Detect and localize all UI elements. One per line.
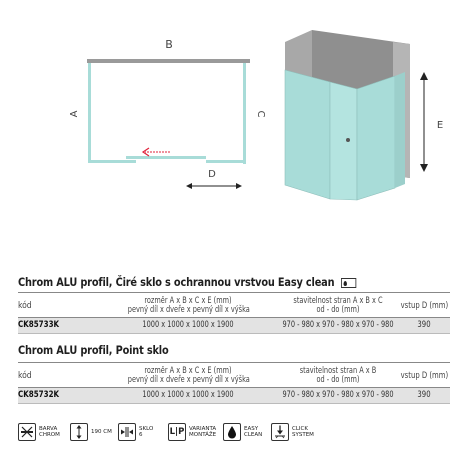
- product-code: CK85732K: [18, 390, 60, 400]
- legend-easy-line1: EASY: [244, 426, 259, 432]
- dimension-label-b: B: [165, 38, 173, 51]
- product-code: CK85733K: [18, 320, 60, 330]
- color-chrome-icon: [18, 423, 36, 441]
- legend-easy-line2: CLEAN: [244, 432, 263, 438]
- legend-click-line2: SYSTEM: [292, 432, 314, 438]
- dimension-label-d: D: [208, 169, 216, 180]
- header-adj-line1: stavitelnost stran A x B x C: [293, 296, 383, 306]
- product-entry: 390: [417, 390, 431, 400]
- variant-lr-glyph: L|P: [169, 427, 185, 437]
- easy-clean-drop-icon: [223, 423, 241, 441]
- header-adj-line2: od - do (mm): [316, 305, 360, 315]
- glass-side-panel: [395, 72, 405, 188]
- dimension-label-c: C: [255, 110, 266, 118]
- section-title-easy-clean: [18, 275, 356, 289]
- plan-back-wall: [87, 59, 250, 63]
- plan-front-right-glass: [206, 160, 246, 163]
- glass-door: [330, 82, 357, 200]
- legend-glass-line2: 6: [139, 432, 143, 438]
- header-size-line1: rozměr A x B x C x E (mm): [144, 366, 232, 376]
- section-title-text: Chrom ALU profil, Point sklo: [18, 343, 169, 357]
- product-entry: 390: [417, 320, 431, 330]
- legend-color-line1: BARVA: [39, 426, 58, 432]
- easy-clean-badge-icon: [341, 278, 356, 288]
- glass-left-panel: [285, 70, 330, 199]
- table-header: [18, 362, 450, 388]
- header-size-line2: pevný díl x dveře x pevný díl x výška: [127, 305, 250, 315]
- legend-color-line2: CHROM: [39, 432, 60, 438]
- legend-height-text: 190 CM: [91, 429, 112, 435]
- product-adjustment: 970 - 980 x 970 - 980 x 970 - 980: [282, 320, 394, 330]
- section-title-text: Chrom ALU profil, Čiré sklo s ochrannou vrstvou Easy clean: [18, 275, 335, 289]
- header-size-line2: pevný díl x dveře x pevný díl x výška: [127, 375, 250, 385]
- header-adj-line1: stavitelnost stran A x B: [299, 366, 377, 376]
- header-entry: vstup D (mm): [400, 371, 449, 381]
- dimension-label-a: A: [69, 110, 80, 118]
- product-adjustment: 970 - 980 x 970 - 980 x 970 - 980: [282, 390, 394, 400]
- door-handle: [346, 138, 350, 142]
- glass-thickness-icon: [118, 423, 136, 441]
- header-code: kód: [18, 371, 32, 381]
- section-title-point-glass: [18, 343, 169, 357]
- header-entry: vstup D (mm): [400, 301, 449, 311]
- click-system-icon: [271, 423, 289, 441]
- table-row: [18, 318, 450, 334]
- feature-legend: [18, 422, 458, 444]
- product-size: 1000 x 1000 x 1000 x 1900: [142, 390, 234, 400]
- perspective-view: [285, 30, 443, 200]
- header-adj-line2: od - do (mm): [316, 375, 360, 385]
- table-row: [18, 388, 450, 404]
- legend-click-line1: CLICK: [292, 426, 308, 432]
- table-header: [18, 292, 450, 318]
- height-arrow-icon: [70, 423, 88, 441]
- plan-view: [69, 38, 266, 189]
- header-code: kód: [18, 301, 32, 311]
- dimension-label-e: E: [436, 120, 444, 131]
- legend-variant-line2: MONTÁŽE: [189, 432, 217, 438]
- header-size-line1: rozměr A x B x C x E (mm): [144, 296, 232, 306]
- plan-door-glass: [126, 156, 206, 159]
- product-size: 1000 x 1000 x 1000 x 1900: [142, 320, 234, 330]
- plan-right-glass: [243, 63, 246, 164]
- glass-right-panel: [357, 76, 395, 200]
- legend-glass-line1: SKLO: [139, 426, 154, 432]
- plan-left-glass: [88, 63, 91, 163]
- legend-variant-line1: VARIANTA: [189, 426, 217, 432]
- left-right-variant-icon: [168, 423, 186, 441]
- plan-front-glass: [88, 160, 136, 163]
